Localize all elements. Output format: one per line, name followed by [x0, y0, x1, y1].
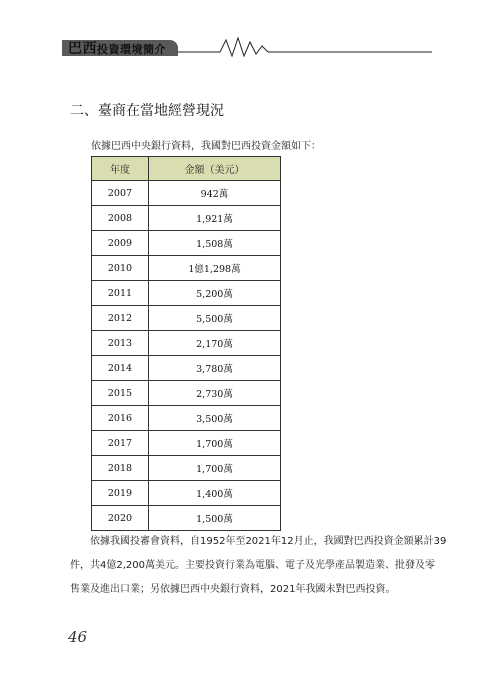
year-cell: 2012 [92, 306, 149, 331]
year-cell: 2016 [92, 406, 149, 431]
table-row [92, 206, 281, 231]
amount-cell: 1,400萬 [148, 481, 280, 506]
amount-cell: 1,700萬 [148, 456, 280, 481]
amount-cell: 2,730萬 [148, 381, 280, 406]
paragraph-line: 件，共4億2,200萬美元。主要投資行業為電腦、電子及光學產品製造業、批發及零 [70, 560, 435, 571]
table-row [92, 231, 281, 256]
amount-cell: 3,500萬 [148, 406, 280, 431]
year-cell: 2019 [92, 481, 149, 506]
amount-cell: 1,921萬 [148, 206, 280, 231]
year-cell: 2015 [92, 381, 149, 406]
year-cell: 2011 [92, 281, 149, 306]
year-cell: 2013 [92, 331, 149, 356]
year-cell: 2014 [92, 356, 149, 381]
amount-cell: 2,170萬 [148, 331, 280, 356]
year-column-header: 年度 [92, 157, 149, 181]
body-paragraph [70, 530, 447, 602]
page-number: 46 [68, 628, 88, 646]
amount-column-header: 金額（美元） [148, 157, 280, 181]
year-cell: 2017 [92, 431, 149, 456]
table-row [92, 481, 281, 506]
table-row [92, 256, 281, 281]
year-cell: 2008 [92, 206, 149, 231]
table-row [92, 406, 281, 431]
table-row [92, 506, 281, 531]
table-row [92, 456, 281, 481]
amount-cell: 1,500萬 [148, 506, 280, 531]
amount-cell: 1,508萬 [148, 231, 280, 256]
year-cell: 2020 [92, 506, 149, 531]
paragraph-line: 依據我國投審會資料，自1952年至2021年12月止，我國對巴西投資金額累計39 [90, 536, 447, 547]
table-row [92, 281, 281, 306]
year-cell: 2010 [92, 256, 149, 281]
amount-cell: 3,780萬 [148, 356, 280, 381]
table-row [92, 356, 281, 381]
amount-cell: 5,200萬 [148, 281, 280, 306]
amount-cell: 1億1,298萬 [148, 256, 280, 281]
year-cell: 2018 [92, 456, 149, 481]
table-body [92, 181, 281, 531]
investment-table [91, 156, 281, 531]
year-cell: 2007 [92, 181, 149, 206]
running-header [62, 34, 432, 58]
section-title: 二、臺商在當地經營現況 [70, 103, 224, 119]
table-row [92, 381, 281, 406]
table-row [92, 306, 281, 331]
table-header-row [92, 157, 281, 181]
amount-cell: 1,700萬 [148, 431, 280, 456]
table-row [92, 431, 281, 456]
paragraph-line: 售業及進出口業；另依據巴西中央銀行資料，2021年我國未對巴西投資。 [70, 584, 396, 595]
table-row [92, 331, 281, 356]
amount-cell: 5,500萬 [148, 306, 280, 331]
intro-text: 依據巴西中央銀行資料，我國對巴西投資金額如下： [91, 141, 321, 152]
year-cell: 2009 [92, 231, 149, 256]
amount-cell: 942萬 [148, 181, 280, 206]
table-row [92, 181, 281, 206]
header-title: 巴西投資環境簡介 [68, 41, 166, 57]
